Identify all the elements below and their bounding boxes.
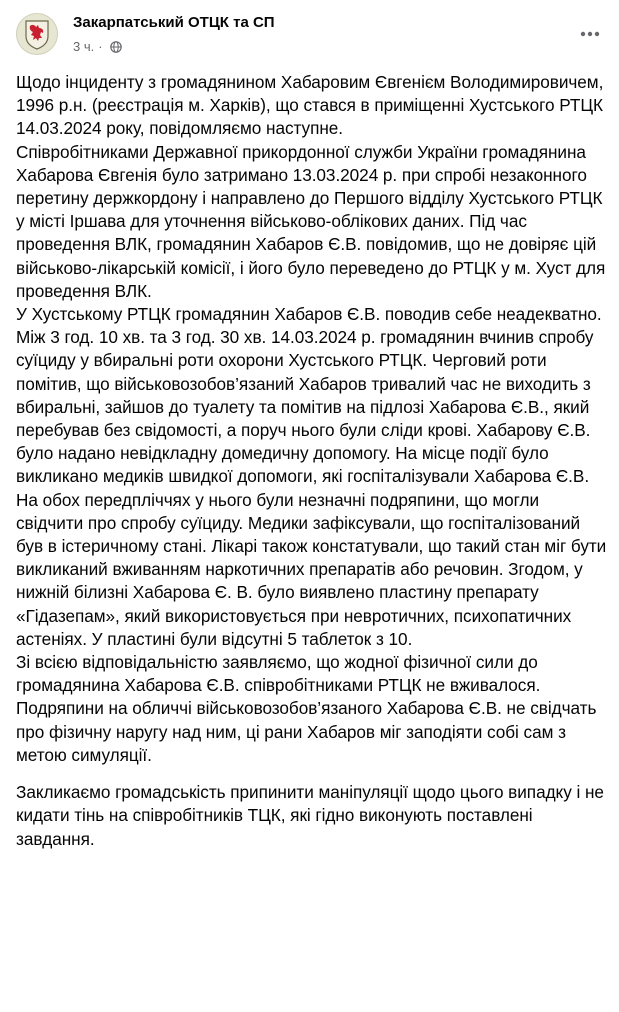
post-header: [16, 10, 606, 60]
meta-separator: ·: [98, 39, 103, 55]
page-name[interactable]: Закарпатський ОТЦК та СП: [73, 14, 275, 31]
more-options-icon: [580, 31, 600, 37]
post-paragraph-main: Щодо інциденту з громадянином Хабаровим Євгенієм Володимировичем, 1996 р.н. (реєстрація м. Харків), що стався в приміщенні Хустського РТЦК 14.03.2024 року, повідомляємо наступне. Співробітниками Державної прикордонної служби України громадянина Хабарова Євгенія було затримано 13.03.2024 р. при спробі незаконного перетину держкордону і направлено до Першого відділу Хустського РТЦК у місті Іршава для уточнення військово-облікових даних. Під час проведення ВЛК, громадянин Хабаров Є.В. повідомив, що не довіряє цій військово-лікарській комісії, і його було переведено до РТЦК у м. Хуст для проведення ВЛК. У Хустському РТЦК громадянин Хабаров Є.В. поводив себе неадекватно. Між 3 год. 10 хв. та 3 год. 30 хв. 14.03.2024 р. громадянин вчинив спробу суїциду у вбиральні роти охорони Хустського РТЦК. Черговий роти помітив, що військовозобов’язаний Хабаров тривалий час не виходить з вбиральні, зайшов до туалету та помітив на підлозі Хабарова Є.В., який перебував без свідомості, а поруч нього були сліди крові. Хабарову Є.В. було надано невідкладну домедичну допомогу. На місце події було викликано медиків швидкої допомоги, які госпіталізували Хабарова Є.В. На обох передпліччях у нього були незначні подряпини, що могли свідчити про спробу суїциду. Медики зафіксували, що госпіталізований був в істеричному стані. Лікарі також констатували, що такий стан міг бути викликаний вживанням наркотичних препаратів або речовин. Згодом, у нижній білизні Хабарова Є. В. було виявлено пластину препарату «Гідазепам», який використовується при невротичних, психопатичних астеніях. У пластині були відсутні 5 таблеток з 10. Зі всією відповідальністю заявляємо, що жодної фізичної сили до громадянина Хабарова Є.В. співробітниками РТЦК не вживалося. Подряпини на обличчі військовозобов’язаного Хабарова Є.В. не свідчать про фізичну наругу над ним, ці рани Хабаров міг заподіяти собі сам з метою симуляції.: [16, 72, 607, 765]
post-paragraph-appeal: Закликаємо громадськість припинити маніпуляції щодо цього випадку і не кидати тінь на співробітників ТЦК, які гідно виконують поставлені завдання.: [16, 782, 604, 849]
coat-of-arms-icon: [17, 14, 57, 54]
post-body: [16, 71, 608, 851]
more-options-button[interactable]: [576, 20, 604, 48]
avatar[interactable]: [16, 13, 58, 55]
post-meta: [73, 38, 122, 54]
post-time[interactable]: 3 ч.: [73, 39, 95, 55]
globe-icon: [110, 41, 122, 53]
